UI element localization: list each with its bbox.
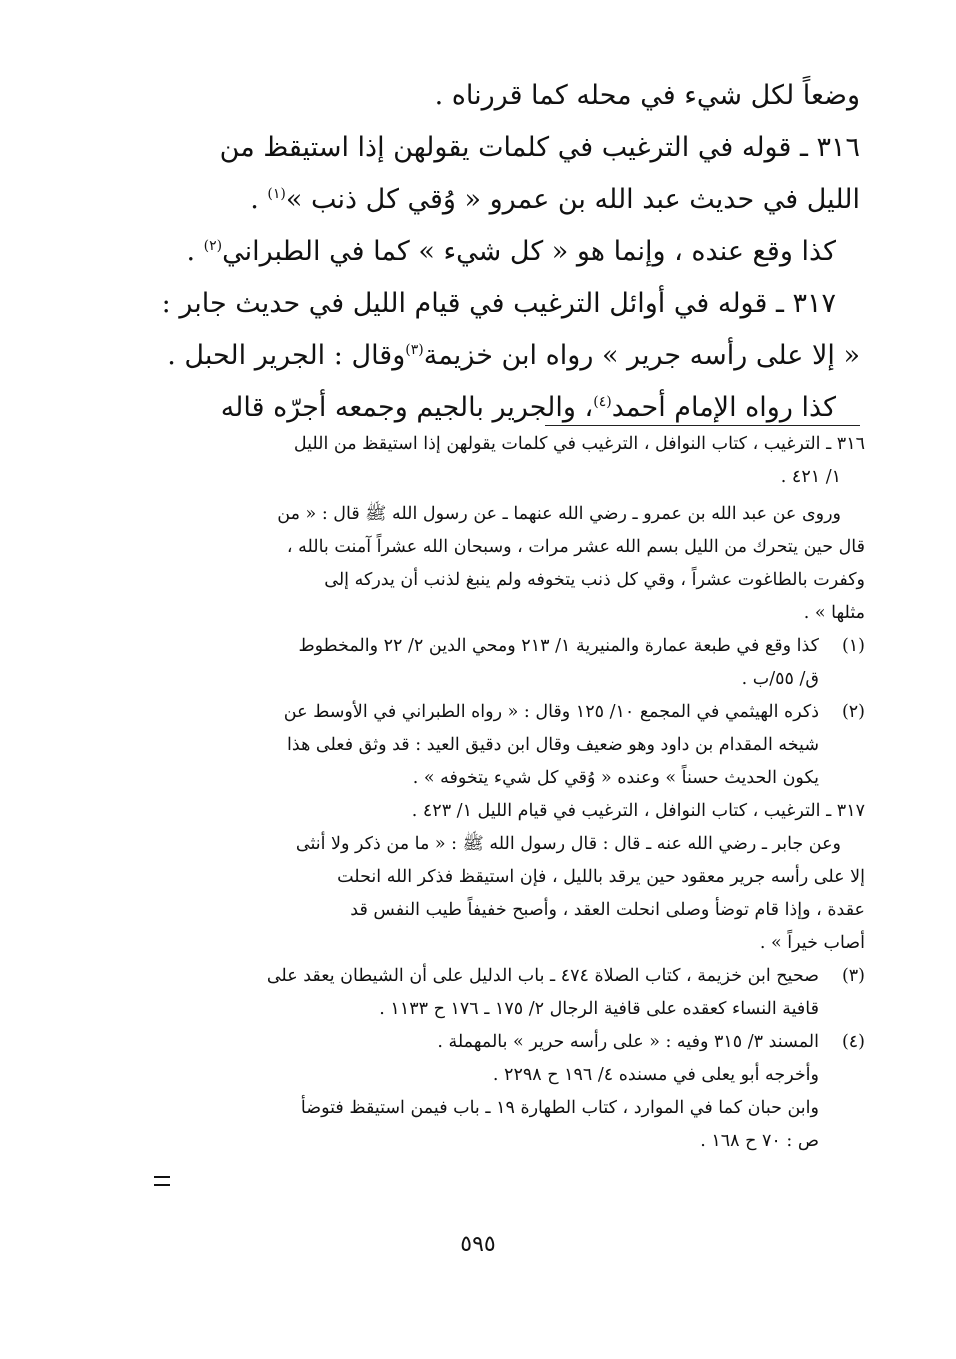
footnote-ref-3: (٣) <box>405 342 424 358</box>
main-line-text: . <box>250 184 268 215</box>
footnote-ref-1: (١) <box>267 186 286 202</box>
main-line <box>160 174 860 226</box>
continuation-mark <box>154 1176 170 1186</box>
footnote-2 <box>160 696 865 729</box>
footnote-2-text: ذكره الهيثمي في المجمع ١٠/ ١٢٥ وقال : « رواه الطبراني في الأوسط عن <box>283 702 819 722</box>
footnote-divider <box>545 425 860 426</box>
main-line: ٣١٧ ـ قوله في أوائل الترغيب في قيام الليل في حديث جابر : <box>161 288 836 319</box>
main-line <box>160 226 860 278</box>
note-316-text: وكفرت بالطاغوت عشراً ، وقي كل ذنب يتخوفه ولم ينبغ لذنب أن يدركه إلى <box>324 570 865 590</box>
main-line <box>160 382 860 434</box>
footnote-1-cont: ق/ ٥٥/ب . <box>741 669 819 689</box>
main-line: وضعاً لكل شيء في محله كما قررناه . <box>434 80 860 111</box>
main-line: ٣١٦ ـ قوله في الترغيب في كلمات يقولهن إذا استيقظ من <box>219 132 860 163</box>
page-number: ٥٩٥ <box>460 1232 496 1257</box>
note-317-heading: ٣١٧ ـ الترغيب ، كتاب النوافل ، الترغيب في قيام الليل ١/ ٤٢٣ . <box>411 801 865 821</box>
footnote-2-cont: يكون الحديث حسناً » وعنده « وُقي كل شيء يتخوفه » . <box>412 768 819 788</box>
footnote-ref-2: (٢) <box>203 238 223 254</box>
footnote-4-cont: وابن حبان كما في الموارد ، كتاب الطهارة ١٩ ـ باب فيمن استيقظ فتوضأ <box>300 1098 819 1118</box>
note-317-text: إلا على رأسه جرير معقود حين يرقد بالليل ، فإن استيقظ فذكر الله انحلت <box>337 867 865 887</box>
main-line-text: ، والجرير بالجيم وجمعه أجرّه قاله <box>220 392 594 423</box>
note-316-ref: ١/ ٤٢١ . <box>780 467 841 487</box>
footnote-3-cont: قافية النساء كعقده على قافية الرجال ٢/ ١٧٥ ـ ١٧٦ ح ١١٣٣ . <box>379 999 819 1019</box>
footnote-3 <box>160 960 865 993</box>
footnote-4-text: المسند ٣/ ٣١٥ وفيه : « على رأسه حرير » بالمهملة . <box>437 1032 819 1052</box>
main-text <box>160 70 860 434</box>
note-316-text: قال حين يتحرك من الليل بسم الله عشر مرات ، وسبحان الله عشراً آمنت بالله ، <box>286 537 865 557</box>
note-316-heading: ٣١٦ ـ الترغيب ، كتاب النوافل ، الترغيب في كلمات يقولهن إذا استيقظ من الليل <box>293 434 865 454</box>
main-line-text: كذا رواه الإمام أحمد <box>611 392 836 423</box>
footnote-2-number: (٢) <box>841 702 865 722</box>
main-line-text: . <box>186 236 204 267</box>
footnote-ref-4: (٤) <box>593 394 612 410</box>
footnote-1-number: (١) <box>841 636 865 656</box>
note-317-text: وعن جابر ـ رضي الله عنه ـ قال : قال رسول الله ﷺ : « ما من ذكر ولا أنثى <box>295 834 841 854</box>
footnote-3-number: (٣) <box>841 966 865 986</box>
footnotes <box>160 428 865 1158</box>
footnote-4-cont: وأخرجه أبو يعلى في مسنده ٤/ ١٩٦ ح ٢٢٩٨ . <box>492 1065 819 1085</box>
main-line-text: وقال : الجرير الحبل . <box>167 340 406 371</box>
footnote-3-text: صحيح ابن خزيمة ، كتاب الصلاة ٤٧٤ ـ باب الدليل على أن الشيطان يعقد على <box>266 966 819 986</box>
footnote-1-text: كذا وقع في طبعة عمارة والمنيرية ١/ ٢١٣ ومحي الدين ٢/ ٢٢ والمخطوط <box>298 636 819 656</box>
note-316-text: وروى عن عبد الله بن عمرو ـ رضي الله عنهما ـ عن رسول الله ﷺ قال : « من <box>277 504 841 524</box>
footnote-4-number: (٤) <box>841 1032 865 1052</box>
footnote-4 <box>160 1026 865 1059</box>
main-line-text: « إلا على رأسه جرير » رواه ابن خزيمة <box>423 340 860 371</box>
footnote-2-cont: شيخه المقدام بن داود وهو ضعيف وقال ابن دقيق العيد : قد وثق فعلى هذا <box>287 735 819 755</box>
note-317-text: عقدة ، وإذا قام توضأ وصلى انحلت العقد ، وأصبح خفيفاً طيب النفس قد <box>350 900 865 920</box>
note-316-text: مثلها » . <box>803 603 865 623</box>
footnote-1 <box>160 630 865 663</box>
main-line-text: كذا وقع عنده ، وإنما هو « كل شيء » كما في الطبراني <box>222 236 836 267</box>
main-line-text: الليل في حديث عبد الله بن عمرو « وُقي كل ذنب » <box>285 184 860 215</box>
main-line <box>160 330 860 382</box>
note-317-text: أصاب خيراً » . <box>759 933 865 953</box>
footnote-4-cont: ص : ٧٠ ح ١٦٨ . <box>700 1131 819 1151</box>
